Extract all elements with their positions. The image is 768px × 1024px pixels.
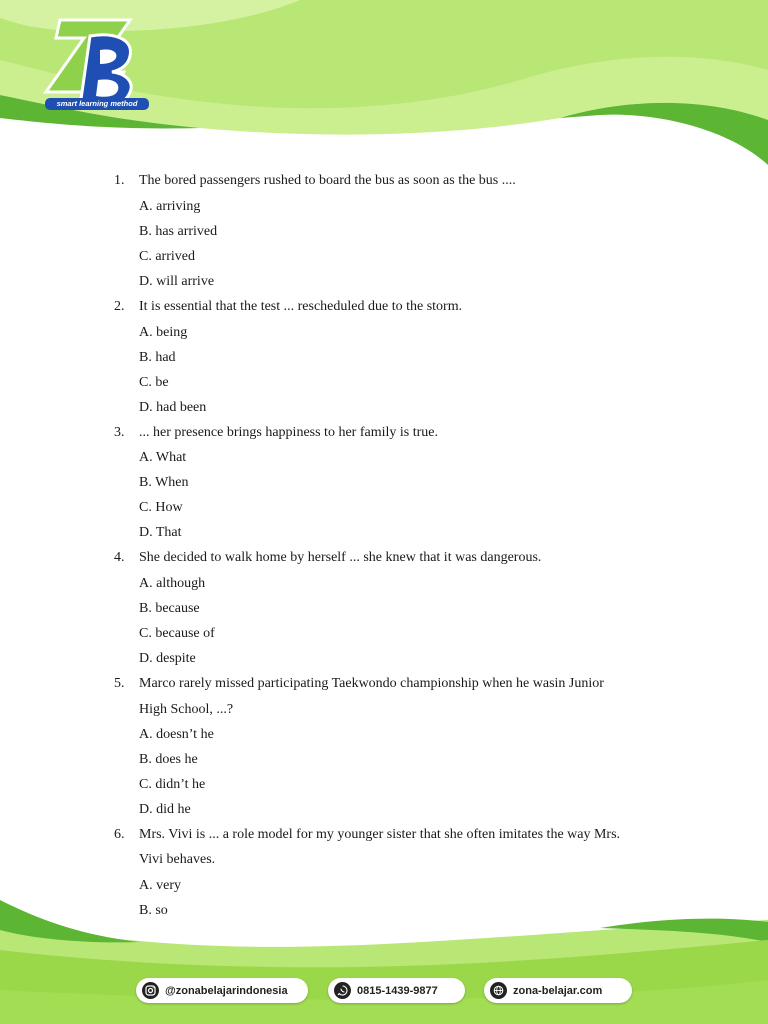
instagram-icon bbox=[142, 982, 159, 999]
website-label: zona-belajar.com bbox=[513, 984, 603, 997]
question-text-continued: Vivi behaves. bbox=[139, 852, 216, 867]
option: C. be bbox=[139, 375, 169, 390]
option: B. does he bbox=[139, 752, 198, 767]
instagram-label: @zonabelajarindonesia bbox=[165, 984, 288, 997]
question-text: ... her presence brings happiness to her family is true. bbox=[139, 425, 438, 440]
option: C. didn’t he bbox=[139, 777, 206, 792]
whatsapp-label: 0815-1439-9877 bbox=[357, 984, 438, 997]
option: D. had been bbox=[139, 400, 207, 415]
option: D. did he bbox=[139, 802, 191, 817]
question-text: It is essential that the test ... rescheduled due to the storm. bbox=[139, 299, 463, 314]
globe-icon bbox=[490, 982, 507, 999]
question-text-continued: High School, ...? bbox=[139, 702, 234, 717]
option: A. What bbox=[139, 450, 187, 465]
question-text: Marco rarely missed participating Taekwondo championship when he wasin Junior bbox=[139, 676, 604, 691]
option: A. very bbox=[139, 878, 181, 893]
whatsapp-contact[interactable] bbox=[328, 978, 465, 1003]
question-number: 3. bbox=[114, 425, 125, 440]
option: A. although bbox=[139, 576, 206, 591]
option: B. When bbox=[139, 475, 189, 490]
option: D. will arrive bbox=[139, 274, 215, 289]
option: D. despite bbox=[139, 651, 196, 666]
option: A. being bbox=[139, 325, 188, 340]
question-text: Mrs. Vivi is ... a role model for my younger sister that she often imitates the way Mrs. bbox=[139, 827, 621, 842]
question-number: 2. bbox=[114, 299, 125, 314]
option: A. arriving bbox=[139, 199, 201, 214]
question-text: The bored passengers rushed to board the bus as soon as the bus .... bbox=[139, 173, 516, 188]
question-number: 6. bbox=[114, 827, 125, 842]
question-text: She decided to walk home by herself ... she knew that it was dangerous. bbox=[139, 550, 542, 565]
option: D. That bbox=[139, 525, 182, 540]
question-number: 5. bbox=[114, 676, 125, 691]
option: C. arrived bbox=[139, 249, 195, 264]
logo-tagline: smart learning method bbox=[45, 98, 149, 110]
whatsapp-icon bbox=[334, 982, 351, 999]
instagram-contact[interactable] bbox=[136, 978, 308, 1003]
option: B. so bbox=[139, 903, 168, 918]
option: C. because of bbox=[139, 626, 215, 641]
option: B. because bbox=[139, 601, 200, 616]
question-number: 4. bbox=[114, 550, 125, 565]
question-number: 1. bbox=[114, 173, 125, 188]
option: B. had bbox=[139, 350, 176, 365]
option: C. How bbox=[139, 500, 183, 515]
option: A. doesn’t he bbox=[139, 727, 214, 742]
website-contact[interactable] bbox=[484, 978, 632, 1003]
option: B. has arrived bbox=[139, 224, 218, 239]
